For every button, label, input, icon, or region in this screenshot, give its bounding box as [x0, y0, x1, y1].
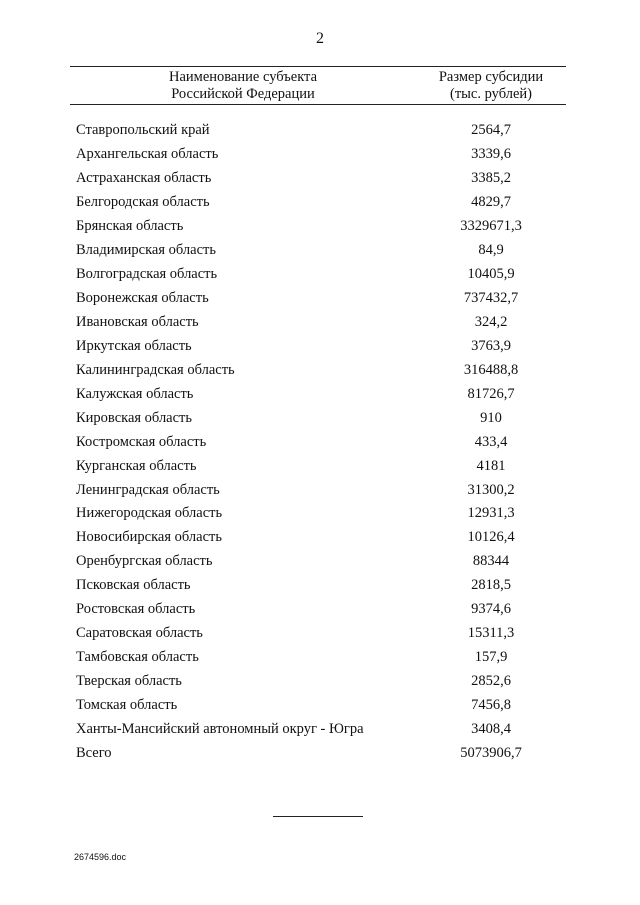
subsidy-value: 4181 [476, 457, 506, 474]
region-name: Тамбовская область [76, 649, 199, 666]
subsidy-value: 2564,7 [471, 122, 511, 139]
table-row [70, 215, 566, 239]
region-name: Ивановская область [76, 313, 199, 330]
table-body [70, 119, 566, 765]
table-row [70, 670, 566, 694]
header-region-name [70, 69, 416, 103]
region-name: Новосибирская область [76, 529, 222, 546]
table-row [70, 382, 566, 406]
subsidy-value: 910 [480, 409, 502, 426]
region-name: Брянская область [76, 218, 184, 235]
table-row [70, 502, 566, 526]
table-row [70, 239, 566, 263]
subsidy-value: 3385,2 [471, 170, 511, 187]
subsidy-value: 3329671,3 [460, 218, 522, 235]
subsidy-value: 12931,3 [467, 505, 515, 522]
region-name: Кировская область [76, 409, 193, 426]
subsidy-value: 9374,6 [471, 601, 511, 618]
subsidy-value: 324,2 [474, 313, 508, 330]
subsidy-value: 84,9 [478, 242, 504, 259]
region-name: Иркутская область [76, 337, 192, 354]
subsidy-value: 737432,7 [463, 290, 519, 307]
subsidy-table [70, 66, 566, 765]
header-region-name-line1: Наименование субъекта [168, 68, 318, 85]
region-name: Калининградская область [76, 361, 235, 378]
region-name: Калужская область [76, 385, 194, 402]
subsidy-value: 316488,8 [463, 361, 519, 378]
subsidy-value: 157,9 [474, 649, 508, 666]
subsidy-value: 3408,4 [471, 720, 511, 737]
header-subsidy-amount-line1: Размер субсидии [438, 68, 544, 85]
table-row [70, 430, 566, 454]
header-subsidy-amount [416, 69, 566, 103]
subsidy-value: 88344 [472, 553, 510, 570]
region-name: Курганская область [76, 457, 197, 474]
table-row [70, 526, 566, 550]
region-name: Саратовская область [76, 625, 203, 642]
table-row [70, 311, 566, 335]
region-name: Тверская область [76, 673, 182, 690]
region-name: Томская область [76, 696, 178, 713]
region-name: Архангельская область [76, 146, 219, 163]
footer-divider [273, 816, 363, 817]
table-row [70, 143, 566, 167]
region-name: Ленинградская область [76, 481, 220, 498]
table-row [70, 598, 566, 622]
region-name: Белгородская область [76, 194, 210, 211]
region-name: Псковская область [76, 577, 191, 594]
header-region-name-line2: Российской Федерации [171, 85, 315, 102]
subsidy-value: 2818,5 [471, 577, 511, 594]
region-name: Владимирская область [76, 242, 216, 259]
table-row [70, 454, 566, 478]
region-name: Волгоградская область [76, 266, 218, 283]
table-row [70, 287, 566, 311]
subsidy-value: 81726,7 [467, 385, 515, 402]
table-row [70, 622, 566, 646]
subsidy-value: 2852,6 [471, 673, 511, 690]
subsidy-value: 10126,4 [467, 529, 515, 546]
region-name: Оренбургская область [76, 553, 213, 570]
table-row [70, 167, 566, 191]
table-row [70, 191, 566, 215]
total-row [70, 741, 566, 765]
subsidy-value: 31300,2 [467, 481, 515, 498]
table-row [70, 574, 566, 598]
subsidy-value: 3339,6 [471, 146, 511, 163]
subsidy-value: 4829,7 [471, 194, 511, 211]
table-row [70, 358, 566, 382]
page-number: 2 [316, 30, 324, 47]
region-name: Костромская область [76, 433, 207, 450]
header-subsidy-amount-line2: (тыс. рублей) [450, 85, 532, 102]
table-row [70, 406, 566, 430]
region-name: Всего [76, 744, 112, 761]
table-row [70, 646, 566, 670]
subsidy-value: 7456,8 [471, 696, 511, 713]
table-row [70, 550, 566, 574]
region-name: Астраханская область [76, 170, 212, 187]
region-name: Нижегородская область [76, 505, 223, 522]
region-name: Ханты-Мансийский автономный округ - Югра [76, 720, 364, 737]
document-id: 2674596.doc [74, 852, 127, 862]
subsidy-value: 5073906,7 [460, 744, 522, 761]
table-row [70, 717, 566, 741]
subsidy-value: 15311,3 [467, 625, 515, 642]
subsidy-value: 3763,9 [471, 337, 511, 354]
table-row [70, 478, 566, 502]
table-header [70, 66, 566, 105]
subsidy-value: 433,4 [474, 433, 508, 450]
table-row [70, 334, 566, 358]
region-name: Ставропольский край [76, 122, 210, 139]
table-row [70, 119, 566, 143]
table-row [70, 263, 566, 287]
region-name: Ростовская область [76, 601, 196, 618]
region-name: Воронежская область [76, 290, 209, 307]
subsidy-value: 10405,9 [467, 266, 515, 283]
table-row [70, 694, 566, 718]
